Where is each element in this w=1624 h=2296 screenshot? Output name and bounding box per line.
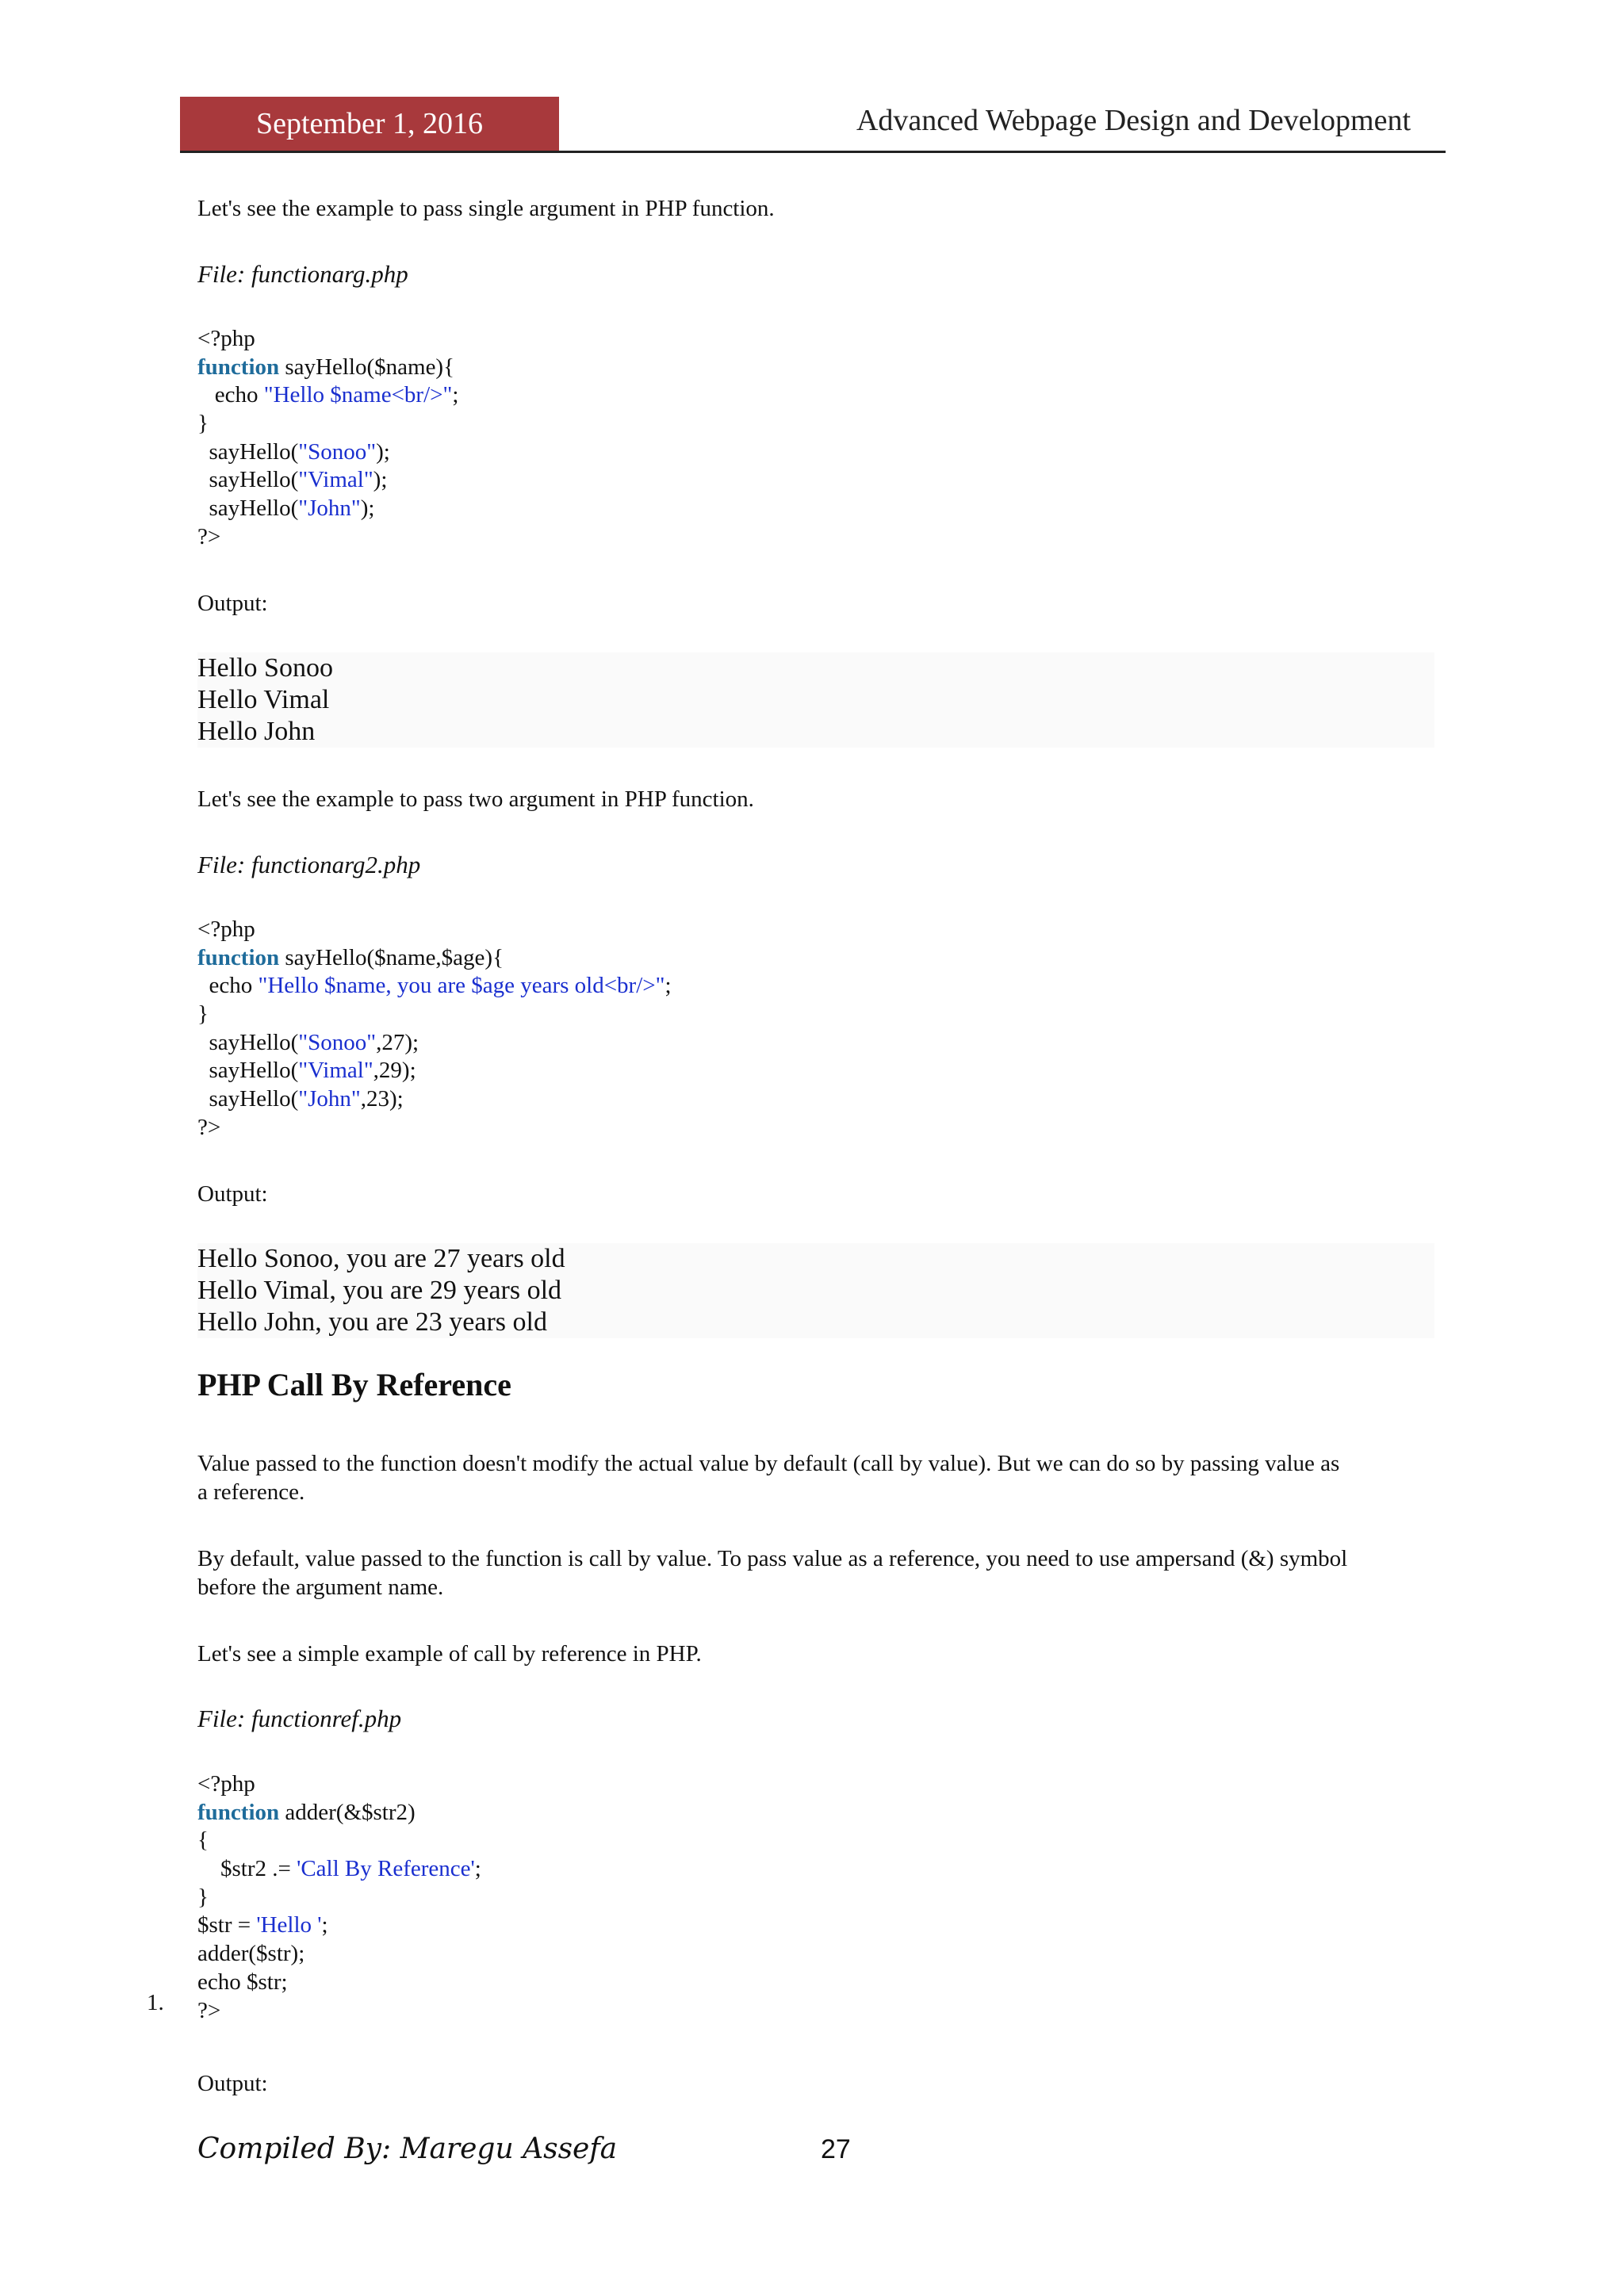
code-string: "Sonoo": [298, 438, 377, 465]
code-text: sayHello($name,$age){: [279, 944, 504, 970]
code-line: [197, 1940, 481, 1969]
code-line: [197, 354, 458, 382]
section2-intro: Let's see the example to pass two argument in PHP function.: [197, 786, 754, 812]
code-text: ?>: [197, 523, 221, 549]
code-text: sayHello(: [197, 438, 299, 465]
code-string: "Vimal": [298, 1058, 373, 1084]
section3-file: File: functionref.php: [197, 1705, 402, 1732]
section3-para2-line2: before the argument name.: [197, 1575, 444, 1600]
code-text: {: [197, 1827, 209, 1854]
code-line: [197, 466, 458, 495]
section3-heading: PHP Call By Reference: [197, 1367, 511, 1402]
code-text: ;: [321, 1912, 328, 1938]
code-line: [197, 916, 672, 944]
code-text: sayHello($name){: [279, 354, 455, 380]
code-line: [197, 944, 672, 973]
header-date: September 1, 2016: [180, 97, 559, 151]
code-string: 'Call By Reference': [297, 1856, 475, 1882]
section3-intro: Let's see a simple example of call by reference in PHP.: [197, 1641, 702, 1667]
code-text: $str2 .=: [197, 1856, 297, 1882]
section3-output-label: Output:: [197, 2071, 268, 2096]
code-text: adder(&$str2): [279, 1799, 416, 1825]
section2-output: [197, 1243, 1434, 1338]
code-line: [197, 1799, 481, 1827]
code-string: "John": [298, 496, 361, 522]
section1-file: File: functionarg.php: [197, 260, 408, 288]
code-text: ,23);: [360, 1086, 404, 1112]
section1-intro: Let's see the example to pass single argument in PHP function.: [197, 196, 775, 221]
code-text: echo: [197, 382, 264, 408]
code-text: ?>: [197, 1997, 221, 2023]
code-text: $str =: [197, 1912, 257, 1938]
code-text: sayHello(: [197, 467, 299, 493]
code-line: [197, 1001, 672, 1029]
code-text: sayHello(: [197, 1086, 299, 1112]
code-line: [197, 523, 458, 552]
output-line: Hello John: [197, 717, 316, 746]
section3-para1-line2: a reference.: [197, 1479, 305, 1505]
code-text: );: [373, 467, 388, 493]
section3-para1-line1: Value passed to the function doesn't modify the actual value by default (call by value). But we can do so by passing value as: [197, 1451, 1340, 1476]
code-string: "Sonoo": [298, 1029, 377, 1055]
section2-output-label: Output:: [197, 1181, 268, 1207]
output-line: Hello John, you are 23 years old: [197, 1307, 547, 1337]
code-string: 'Hello ': [256, 1912, 322, 1938]
footer-page-number: 27: [821, 2134, 851, 2164]
header-rule: [180, 151, 1446, 153]
code-text: }: [197, 411, 209, 437]
code-text: ,29);: [373, 1058, 416, 1084]
code-text: echo $str;: [197, 1969, 288, 1995]
code-line: [197, 1085, 672, 1114]
code-string: "Hello $name<br/>": [263, 382, 453, 408]
code-text: <?php: [197, 326, 255, 351]
code-line: [197, 1114, 672, 1142]
code-line: [197, 1969, 481, 1997]
code-string: "John": [298, 1086, 361, 1112]
footer-compiled-by: Compiled By: Maregu Assefa: [197, 2133, 618, 2165]
output-line: Hello Vimal, you are 29 years old: [197, 1276, 562, 1305]
header-title: Advanced Webpage Design and Development: [856, 104, 1411, 137]
output-line: Hello Sonoo, you are 27 years old: [197, 1244, 565, 1273]
section1-code: [197, 325, 458, 552]
code-text: ;: [452, 382, 459, 408]
code-string: "Hello $name, you are $age years old<br/>": [258, 973, 665, 999]
code-line: [197, 1997, 481, 2026]
code-keyword: function: [197, 354, 280, 380]
section1-output-label: Output:: [197, 591, 268, 616]
code-line: [197, 1770, 481, 1799]
code-string: "Vimal": [298, 467, 373, 493]
code-text: ;: [474, 1856, 481, 1882]
code-line: [197, 972, 672, 1001]
code-text: ;: [665, 973, 672, 999]
code-text: ,27);: [376, 1029, 419, 1055]
code-text: }: [197, 1884, 209, 1910]
section1-output: [197, 652, 1434, 748]
code-line: [197, 410, 458, 438]
code-text: ?>: [197, 1114, 221, 1140]
code-line: [197, 1057, 672, 1085]
code-line: [197, 1911, 481, 1940]
code-text: <?php: [197, 1771, 255, 1797]
code-line: [197, 381, 458, 410]
section2-code: [197, 916, 672, 1142]
section3-code: [197, 1770, 481, 2025]
code-line: [197, 325, 458, 354]
code-line: [197, 438, 458, 467]
code-text: echo: [197, 973, 259, 999]
code-keyword: function: [197, 1799, 280, 1825]
code-line: [197, 1029, 672, 1058]
page-header: [180, 97, 1446, 151]
output-line: Hello Sonoo: [197, 653, 333, 683]
code-text: sayHello(: [197, 496, 299, 522]
code-text: sayHello(: [197, 1029, 299, 1055]
code-line: [197, 1855, 481, 1884]
code-text: sayHello(: [197, 1058, 299, 1084]
code-keyword: function: [197, 944, 280, 970]
output-line: Hello Vimal: [197, 685, 330, 714]
code-text: }: [197, 1001, 209, 1027]
code-text: <?php: [197, 916, 255, 942]
code-text: adder($str);: [197, 1941, 305, 1967]
code-line: [197, 1827, 481, 1855]
code-text: );: [360, 496, 375, 522]
code-line: [197, 495, 458, 523]
code-line: [197, 1884, 481, 1912]
page-footer: [197, 2133, 1434, 2172]
code-text: );: [376, 438, 390, 465]
list-marker: 1.: [147, 1990, 164, 2015]
section3-para2-line1: By default, value passed to the function is call by value. To pass value as a reference, you need to use ampersand (&) symbol: [197, 1546, 1348, 1571]
section2-file: File: functionarg2.php: [197, 851, 421, 878]
